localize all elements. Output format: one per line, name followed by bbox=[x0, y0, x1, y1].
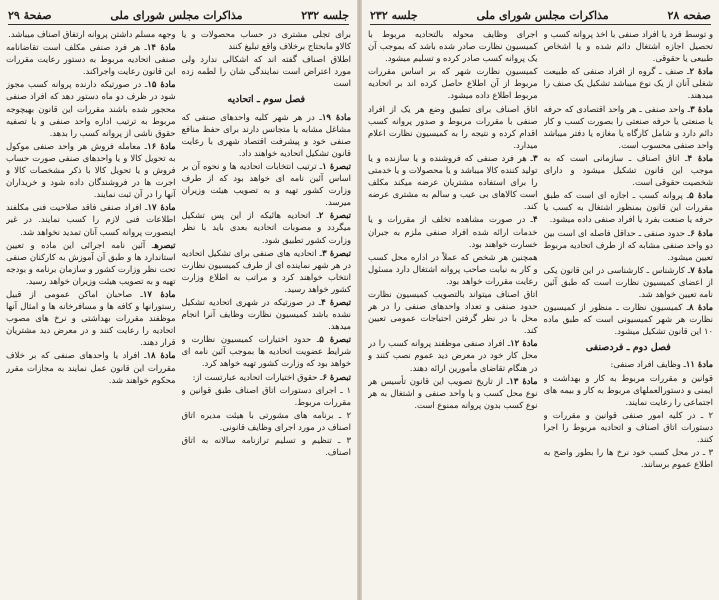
paragraph-text: کمیسیون نظارت شهر که بر اساس مقررات مربوط از آن اطلاع حاصل کرده اند بر اتحادیه مربوط اطلاع داده میشود. bbox=[368, 66, 538, 101]
paragraph-text: قوانین و مقررات مربوط به کار و بهداشت و ایمنی و دستورالعملهای مربوط به کار و بیمه های اجتماعی را رعایت نمایند. bbox=[543, 372, 713, 407]
article-label: مادهٔ ۱۴ bbox=[146, 42, 176, 53]
paragraph-text: ۲ ـ برنامه های مشورتی با هیئت مدیره اتاق اصناف در مورد اجرای وظایف قانونی. bbox=[181, 409, 351, 432]
paragraph-text: ـ افراد صنفی فاقد صلاحیت فنی مکلفند اطلاعات فنی لازم را کسب نمایند. در غیر اینصورت پروانه کسب آنان تمدید نخواهد شد. bbox=[6, 202, 176, 237]
paragraph-text: ۳ ـ تنظیم و تسلیم ترازنامه سالانه به اتاق اصناف. bbox=[181, 435, 351, 458]
right-page bbox=[362, 0, 719, 600]
article-label: مادهٔ ۸ bbox=[688, 302, 713, 313]
paragraph-text: ـ صاحبان اماکن عمومی از قبیل رستورانها و کافه ها و مسافرخانه ها و امثال آنها موظفند مقررات بهداشتی و نرخ های مصوب اتحادیه را رعایت کنند و در معرض دید مشتریان قرار دهند. bbox=[6, 288, 176, 348]
right-page-session: جلسه ۲۳۲ bbox=[370, 8, 418, 22]
left-page-session: جلسه ۲۳۲ bbox=[301, 8, 349, 22]
paragraph-text: ـ در هر شهر کلیه واحدهای صنفی که مشاغل مشابه یا متجانس دارند برای حفظ منافع صنفی خود و پیشرفت اقتصاد شهری با رعایت قانون تشکیل اتحادیه خواهند داد. bbox=[181, 111, 351, 158]
paragraph bbox=[6, 201, 176, 237]
paragraph-text: ـ حدود اختیارات کمیسیون نظارت و شرایط عضویت اتحادیه ها بموجب آئین نامه ای خواهد بود که وزارت کشور تهیه خواهد کرد. bbox=[181, 334, 351, 369]
paragraph bbox=[182, 333, 352, 369]
article-label: تبصرهٔ ۴ bbox=[321, 296, 351, 307]
article-label: مادهٔ ۱۷ bbox=[147, 202, 176, 213]
paragraph-text: ـ پروانه کسب ـ اجازه ای است که طبق مقررات این قانون بمنظور اشتغال به کسب یا حرفه یا صنعت بفرد یا افراد صنفی داده میشود. bbox=[543, 190, 713, 225]
paragraph bbox=[6, 140, 176, 200]
paragraph bbox=[6, 349, 176, 385]
left-page-right-column bbox=[182, 28, 352, 594]
paragraph bbox=[544, 264, 714, 300]
article-label: مادهٔ ۱۸ bbox=[146, 350, 176, 361]
paragraph-text: ـ افراد صنفی موظفند پروانه کسب را در محل کار خود در معرض دید عموم نصب کنند و در هنگام تقاضای مأمورین ارائه دهند. bbox=[368, 338, 538, 373]
paragraph-text: ـ از تاریخ تصویب این قانون تأسیس هر نوع محل کسب و یا واحد صنفی و اشتغال به هر نوع کسب بدون پروانه ممنوع است. bbox=[368, 375, 538, 410]
left-page bbox=[0, 0, 357, 600]
article-label: ۴ bbox=[533, 214, 538, 225]
left-page-title: مذاکرات مجلس شورای ملی bbox=[110, 8, 243, 22]
article-label: مادهٔ ۱۶ bbox=[147, 140, 176, 151]
article-label: مادهٔ ۱۱ bbox=[685, 359, 713, 370]
paragraph-text: ـ آئین نامه اجرائی این ماده و تعیین استاندارد ها و طبق آن آموزش به کارکنان صنفی تحت نظر وزارت کشور و سازمان برنامه و بودجه تهیه و به تصویب هیئت وزیران خواهد رسید. bbox=[6, 239, 176, 286]
paragraph bbox=[368, 288, 538, 336]
paragraph bbox=[182, 371, 352, 383]
paragraph bbox=[544, 409, 714, 445]
paragraph-text: ـ هر فرد صنفی مکلف است تقاضانامه صنفی اتحادیه مربوط به دستور رعایت مقررات این قانون رعایت واجراکند. bbox=[6, 42, 176, 77]
paragraph-text: اجرای وظایف محوله بالتحادیه مربوط با کمیسیون نظارت صادر شده باشد که بموجب آن یک پروانه کسب صادر کرده و تسلیم میشود. bbox=[368, 29, 538, 64]
paragraph-text: و توسط فرد یا افراد صنفی با اخذ پروانه کسب و تحصیل اجازه اشتغال دائم شده و یا اشخاص طبیعی یا حقوقی. bbox=[543, 29, 713, 64]
paragraph bbox=[368, 28, 538, 64]
paragraph bbox=[368, 337, 538, 373]
article-label: مادهٔ ۱۵ bbox=[147, 79, 176, 90]
paragraph-text: اتاق اصناف برای تطبیق وضع هر یک از افراد صنفی با مقررات مربوط و صدور پروانه کسب اقدام کرده و نتیجه را به کمیسیون نظارت اعلام میدارد. bbox=[368, 103, 538, 150]
paragraph bbox=[544, 103, 714, 151]
article-label: مادهٔ ۵ bbox=[689, 190, 713, 201]
paragraph-text: ـ اتحادیه هائیکه از این پس تشکیل میگردد و مصوبات اتحادیه بعدی باید با نظر وزارت کشور تطبیق شود. bbox=[181, 210, 351, 245]
section-heading: فصل دوم ـ فردصنفی bbox=[585, 342, 671, 354]
paragraph bbox=[368, 152, 538, 212]
paragraph bbox=[6, 78, 176, 138]
article-label: مادهٔ ۲ bbox=[689, 66, 713, 77]
paragraph-text: وجهه مسلم داشتن پروانه ارتفاق اصناف میباشد. bbox=[8, 29, 176, 39]
paragraph bbox=[368, 103, 538, 151]
paragraph bbox=[182, 160, 352, 208]
paragraph-text: ـ حقوق اختیارات اتحادیه عبارتست از: bbox=[192, 371, 323, 382]
paragraph bbox=[182, 209, 352, 245]
paragraph bbox=[182, 53, 352, 89]
article-label: ۳ bbox=[533, 152, 538, 163]
paragraph-text: ـ در صورتیکه دارنده پروانه کسب مجوز شود در ظرف دو ماه دستور دهد که افراد صنفی محجور شده باشند مقررات این قانون بهیچوجه مربوط به ترتیب اداره واحد صنفی و یا تصفیه حقوق ناشی از پروانه کسب را بدهد. bbox=[6, 79, 176, 138]
paragraph bbox=[368, 251, 538, 287]
paragraph-text: ـ صنف ـ گروه از افراد صنفی که طبیعت شغلی آنان از یک نوع میباشد تشکیل یک صنف را میدهند. bbox=[543, 66, 713, 101]
paragraph-text: ـ کمیسیون نظارت ـ منظور از کمیسیون نظارت هر شهر کمیسیونی است که طبق ماده ۱۰ این قانون تشکیل میشود. bbox=[543, 302, 713, 337]
paragraph-text: ۱ ـ اجرای دستورات اتاق اصناف طبق قوانین و مقررات مربوط. bbox=[181, 384, 351, 407]
paragraph bbox=[544, 152, 714, 188]
paragraph bbox=[544, 446, 714, 470]
paragraph bbox=[6, 288, 176, 348]
paragraph bbox=[544, 358, 714, 370]
paragraph-text: ـ حدود صنفی ـ حداقل فاصله ای است بین دو واحد صنفی مشابه که از طرف اتحادیه مربوط تعیین میشود. bbox=[543, 227, 713, 262]
paragraph bbox=[182, 28, 352, 52]
article-label: مادهٔ ۱۷ bbox=[142, 288, 176, 299]
paragraph-text: ـ اتاق اصناف ـ سازمانی است که به موجب این قانون تشکیل میشود و دارای شخصیت حقوقی است. bbox=[543, 152, 713, 188]
paragraph bbox=[182, 409, 352, 433]
left-page-number: صفحهٔ ۲۹ bbox=[8, 8, 52, 22]
paragraph-text: همچنین هر شخص که عملاً در اداره محل کسب و کار به نیابت صاحب پروانه اشتغال دارد مسئول رعایت مقررات خواهد بود. bbox=[368, 251, 538, 286]
paragraph bbox=[6, 239, 176, 287]
section-heading: فصل سوم ـ اتحادیه bbox=[227, 94, 306, 106]
paragraph bbox=[182, 296, 352, 332]
paragraph-text: ـ واحد صنفی ـ هر واحد اقتصادی که حرفه یا صنعتی یا حرفه صنعتی را بصورت کسب و کار دائم دارد و شامل کارگاه یا مغازه یا دفتر میباشد واحد صنفی محسوب است. bbox=[543, 103, 713, 150]
article-label: تبصرهٔ ۱ bbox=[322, 160, 351, 171]
paragraph bbox=[368, 213, 538, 249]
right-page-header bbox=[370, 6, 711, 25]
article-label: مادهٔ ۳ bbox=[690, 103, 713, 114]
left-page-left-column bbox=[6, 28, 176, 594]
left-page-header bbox=[8, 6, 349, 25]
article-label: مادهٔ ۱۲ bbox=[510, 338, 538, 349]
paragraph-text: ـ در صورت مشاهده تخلف از مقررات و یا خدمات ارائه شده افراد صنفی ملزم به جبران خسارت خواهند بود. bbox=[368, 214, 538, 249]
paragraph bbox=[182, 384, 352, 408]
paragraph-text: ـ وظایف افراد صنفی: bbox=[610, 359, 686, 370]
paragraph bbox=[6, 41, 176, 77]
paragraph-text: ـ ترتیب انتخابات اتحادیه ها و نحوه آن بر اساس آئین نامه ای خواهد بود که از طرف وزارت کشور تهیه و به تصویب هیئت وزیران میرسد. bbox=[181, 160, 351, 208]
right-page-number: صفحه ۲۸ bbox=[667, 8, 711, 22]
article-label: مادهٔ ۷ bbox=[690, 264, 713, 275]
paragraph bbox=[544, 301, 714, 337]
paragraph bbox=[544, 28, 714, 64]
article-label: تبصرهٔ ۳ bbox=[322, 247, 351, 258]
article-label: تبصرهٔ ۲ bbox=[318, 210, 351, 221]
paragraph bbox=[6, 28, 176, 40]
paragraph-text: ـ هر فرد صنفی که فروشنده و یا سازنده و یا تولید کننده کالا میباشد و یا محصولات و یا خدمتی را برای استفاده مشتریان عرضه میکند مکلف است کالاهای بی عیب و سالم به مشتری عرضه کند. bbox=[368, 152, 538, 212]
article-label: مادهٔ ۶ bbox=[690, 227, 713, 238]
paragraph bbox=[368, 65, 538, 101]
right-page-title: مذاکرات مجلس شورای ملی bbox=[476, 8, 609, 22]
paragraph-text: اتاق اصناف میتواند بالتصویب کمیسیون نظارت حدود صنفی و تعداد واحدهای صنفی را در هر محل با در نظر گرفتن احتیاجات عمومی تعیین کند. bbox=[368, 288, 538, 336]
paragraph bbox=[544, 189, 714, 225]
paragraph-text: ـ افراد یا واحدهای صنفی که بر خلاف مقررات این قانون عمل نمایند به مجازات مقرر محکوم خواهند شد. bbox=[6, 350, 176, 385]
article-label: تبصره bbox=[154, 239, 176, 250]
paragraph bbox=[182, 247, 352, 295]
paragraph bbox=[182, 434, 352, 458]
paragraph-text: ـ معامله فروش هر واحد صنفی موکول به تحویل کالا و یا واحدهای صنفی صورت حساب فروش و یا تحویل کالا با ذکر مشخصات کالا و اجرت ها در فروشندگان داده شود و خریداران آنها را در آن ثبت نمایند. bbox=[6, 140, 176, 200]
paragraph bbox=[544, 227, 714, 263]
paragraph-text: اطلاق اصناف گفته اند که اشکالی ندارد ولی مورد اعتراض است نمایندگی شان را لطمه زده است bbox=[181, 54, 351, 89]
paragraph bbox=[544, 372, 714, 408]
paragraph-text: ـ اتحادیه های صنفی برای تشکیل اتحادیه در هر شهر نماینده ای از طرف کمیسیون نظارت انتخاب خواهند کرد و مراتب به اطلاع وزارت کشور خواهد رسید. bbox=[181, 247, 351, 294]
paragraph-text: ۲ ـ در کلیه امور صنفی قوانین و مقررات و دستورات اتاق اصناف و اتحادیه مربوط را اجرا کنند. bbox=[543, 409, 713, 444]
paragraph bbox=[182, 111, 352, 159]
right-page-left-column bbox=[368, 28, 538, 594]
paragraph-text: برای تجلی مشتری در حساب محصولات و یا کالاو مابحتاج برخلاف واقع تبلیغ کنند bbox=[181, 29, 351, 52]
paragraph bbox=[368, 375, 538, 411]
paragraph-text: ـ کارشناس ـ کارشناسی در این قانون یکی از اعضای کمیسیون نظارت است که طبق آئین نامه تعیین خواهد شد. bbox=[543, 264, 713, 299]
article-label: مادهٔ ۴ bbox=[687, 152, 713, 163]
paragraph bbox=[544, 65, 714, 101]
article-label: مادهٔ ۱۹ bbox=[321, 111, 351, 122]
paragraph-text: ۳ ـ در محل کسب خود نرخ ها را بطور واضح به اطلاع عموم برسانند. bbox=[543, 447, 713, 470]
right-page-right-column bbox=[544, 28, 714, 594]
paragraph-text: ـ در صورتیکه در شهری اتحادیه تشکیل نشده باشد کمیسیون نظارت وظایف آنرا انجام میدهد. bbox=[181, 296, 351, 332]
article-label: تبصرهٔ ۶ bbox=[322, 371, 351, 382]
article-label: تبصرهٔ ۵ bbox=[319, 334, 351, 345]
article-label: مادهٔ ۱۳ bbox=[509, 375, 538, 386]
